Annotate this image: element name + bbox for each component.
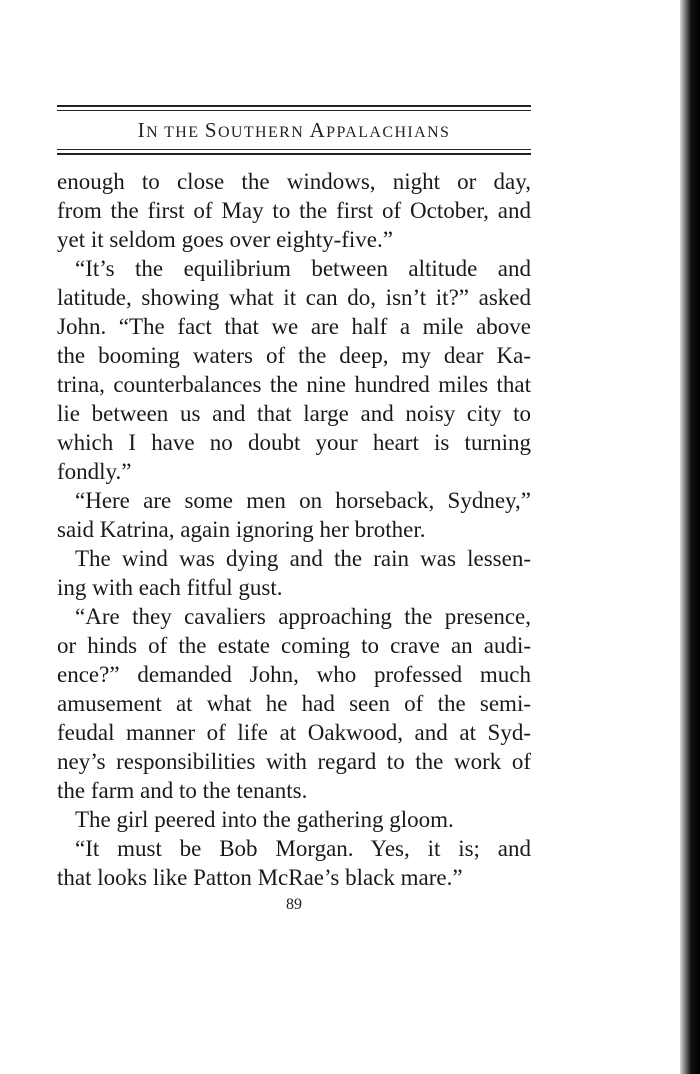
text-line: ing with each fitful gust. bbox=[57, 575, 283, 600]
running-head-part: PPALACHIANS bbox=[326, 124, 451, 141]
running-head bbox=[57, 111, 531, 149]
text-line: The wind was dying and the rain was lessen- bbox=[75, 546, 531, 571]
text-line: the booming waters of the deep, my dear Ka- bbox=[57, 343, 531, 368]
text-line: feudal manner of life at Oakwood, and at Syd- bbox=[57, 720, 531, 745]
text-line: John. “The fact that we are half a mile above bbox=[57, 314, 531, 339]
text-line: enough to close the windows, night or day, bbox=[57, 169, 531, 194]
text-line: “Here are some men on horseback, Sydney,” bbox=[75, 488, 531, 513]
running-head-part: A bbox=[309, 118, 327, 142]
text-line: said Katrina, again ignoring her brother. bbox=[57, 517, 426, 542]
body-text bbox=[57, 167, 531, 892]
text-line: lie between us and that large and noisy city to bbox=[57, 401, 531, 426]
running-head-part: N THE bbox=[146, 124, 205, 141]
text-line: amusement at what he had seen of the semi- bbox=[57, 691, 531, 716]
book-page bbox=[57, 105, 531, 914]
text-line: the farm and to the tenants. bbox=[57, 778, 308, 803]
text-line: fondly.” bbox=[57, 459, 132, 484]
page-number: 89 bbox=[286, 896, 302, 913]
text-line: latitude, showing what it can do, isn’t it?” asked bbox=[57, 285, 531, 310]
text-line: that looks like Patton McRae’s black mare.” bbox=[57, 865, 463, 890]
header-rule-bottom bbox=[57, 149, 531, 155]
text-line: trina, counterbalances the nine hundred miles that bbox=[57, 372, 531, 397]
text-line: from the first of May to the first of October, and bbox=[57, 198, 531, 223]
text-line: yet it seldom goes over eighty-five.” bbox=[57, 227, 393, 252]
book-spine-shadow bbox=[680, 0, 700, 1074]
text-line: or hinds of the estate coming to crave an audi- bbox=[57, 633, 531, 658]
running-head-part: I bbox=[137, 118, 147, 142]
running-head-part: OUTHERN bbox=[217, 124, 310, 141]
text-line: ence?” demanded John, who professed much bbox=[57, 662, 531, 687]
text-line: ney’s responsibilities with regard to the work of bbox=[57, 749, 531, 774]
text-line: “It’s the equilibrium between altitude and bbox=[75, 256, 531, 281]
text-line: The girl peered into the gathering gloom. bbox=[75, 807, 454, 832]
text-line: “It must be Bob Morgan. Yes, it is; and bbox=[75, 836, 531, 861]
text-line: which I have no doubt your heart is turning bbox=[57, 430, 531, 455]
text-line: “Are they cavaliers approaching the presence, bbox=[75, 604, 531, 629]
running-head-part: S bbox=[204, 118, 218, 142]
